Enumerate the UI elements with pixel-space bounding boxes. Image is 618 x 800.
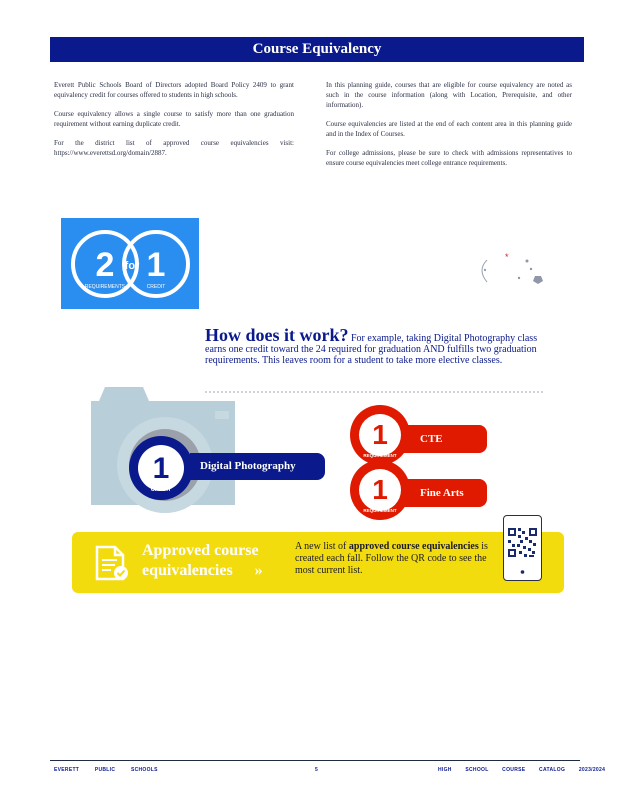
how-it-works-heading: How does it work?	[205, 325, 349, 345]
footer-right: HIGH SCHOOL COURSE CATALOG 2023/2024	[438, 767, 606, 773]
intro-left-column	[54, 80, 294, 167]
requirement-name: CTE	[420, 433, 443, 445]
two-for-one-graphic	[61, 218, 199, 309]
page-title: Course Equivalency	[50, 37, 584, 62]
requirement-caption: REQUIREMENT	[363, 453, 397, 458]
footer-rule	[50, 760, 580, 761]
decorative-scatter-graphic	[475, 248, 555, 288]
course-name-pill	[190, 453, 325, 480]
logo-right-number: 1	[146, 246, 166, 284]
course-name: Digital Photography	[200, 460, 296, 472]
intro-right-column	[326, 80, 572, 177]
credit-label: CREDIT	[150, 487, 172, 493]
banner-text-prefix: A new list of	[295, 541, 349, 552]
how-it-works-section	[205, 325, 555, 366]
logo-for-word: for	[124, 260, 140, 272]
how-it-works-body: For example, taking Digital Photography class earns one credit toward the 24 required for graduation AND fulfills two graduation requirements. This leaves room for a student to take more elective classes.	[205, 333, 538, 366]
intro-paragraph: For college admissions, please be sure to check with admissions representatives to ensure course equivalencies meet college entrance requirements.	[326, 149, 572, 167]
intro-paragraph: Course equivalency allows a single course to satisfy more than one graduation requirement without earning duplicate credit.	[54, 110, 294, 128]
requirement-number: 1	[372, 419, 388, 450]
intro-paragraph: For the district list of approved course equivalencies visit: https://www.everettsd.org/domain/2887.	[54, 139, 294, 157]
dotted-divider	[205, 391, 543, 393]
svg-text:*: *	[505, 252, 509, 262]
footer-left: EVERETT PUBLIC SCHOOLS	[54, 767, 158, 773]
qr-code-icon[interactable]	[504, 516, 541, 580]
two-for-one-logo	[61, 218, 199, 309]
intro-paragraph: In this planning guide, courses that are eligible for course equivalency are noted as such in the course information (along with Location, Prerequisite, and other information).	[326, 81, 572, 109]
credit-number: 1	[152, 452, 170, 485]
banner-description	[295, 541, 495, 577]
intro-paragraph: Everett Public Schools Board of Directors adopted Board Policy 2409 to grant equivalency credit for courses offered to students in high schools.	[54, 81, 294, 99]
logo-left-caption: REQUIREMENTS	[84, 284, 126, 290]
logo-left-number: 2	[95, 246, 115, 284]
banner-text-suffix: is created each fall. Follow the QR code to see the most current list.	[295, 541, 488, 576]
requirement-name: Fine Arts	[420, 487, 464, 499]
logo-right-caption: CREDIT	[146, 284, 166, 290]
banner-title-line2: equivalencies »	[142, 562, 263, 579]
document-check-icon	[93, 543, 131, 583]
banner-title	[142, 541, 263, 581]
requirement-badge-cte	[349, 404, 411, 466]
banner-text-bold: approved course equivalencies	[348, 541, 479, 552]
intro-paragraph: Course equivalencies are listed at the end of each content area in this planning guide and in the Index of Courses.	[326, 120, 572, 138]
requirement-pill-fine-arts	[398, 479, 487, 507]
double-chevron-icon: »	[254, 562, 263, 579]
requirement-caption: REQUIREMENT	[363, 508, 397, 513]
requirement-badge-fine-arts	[349, 459, 411, 521]
requirement-number: 1	[372, 474, 388, 505]
footer-page-number: 5	[315, 767, 319, 773]
banner-title-line1: Approved course	[142, 542, 259, 559]
requirement-pill-cte	[398, 425, 487, 453]
qr-code-phone[interactable]	[503, 515, 542, 581]
credit-badge	[128, 435, 194, 501]
